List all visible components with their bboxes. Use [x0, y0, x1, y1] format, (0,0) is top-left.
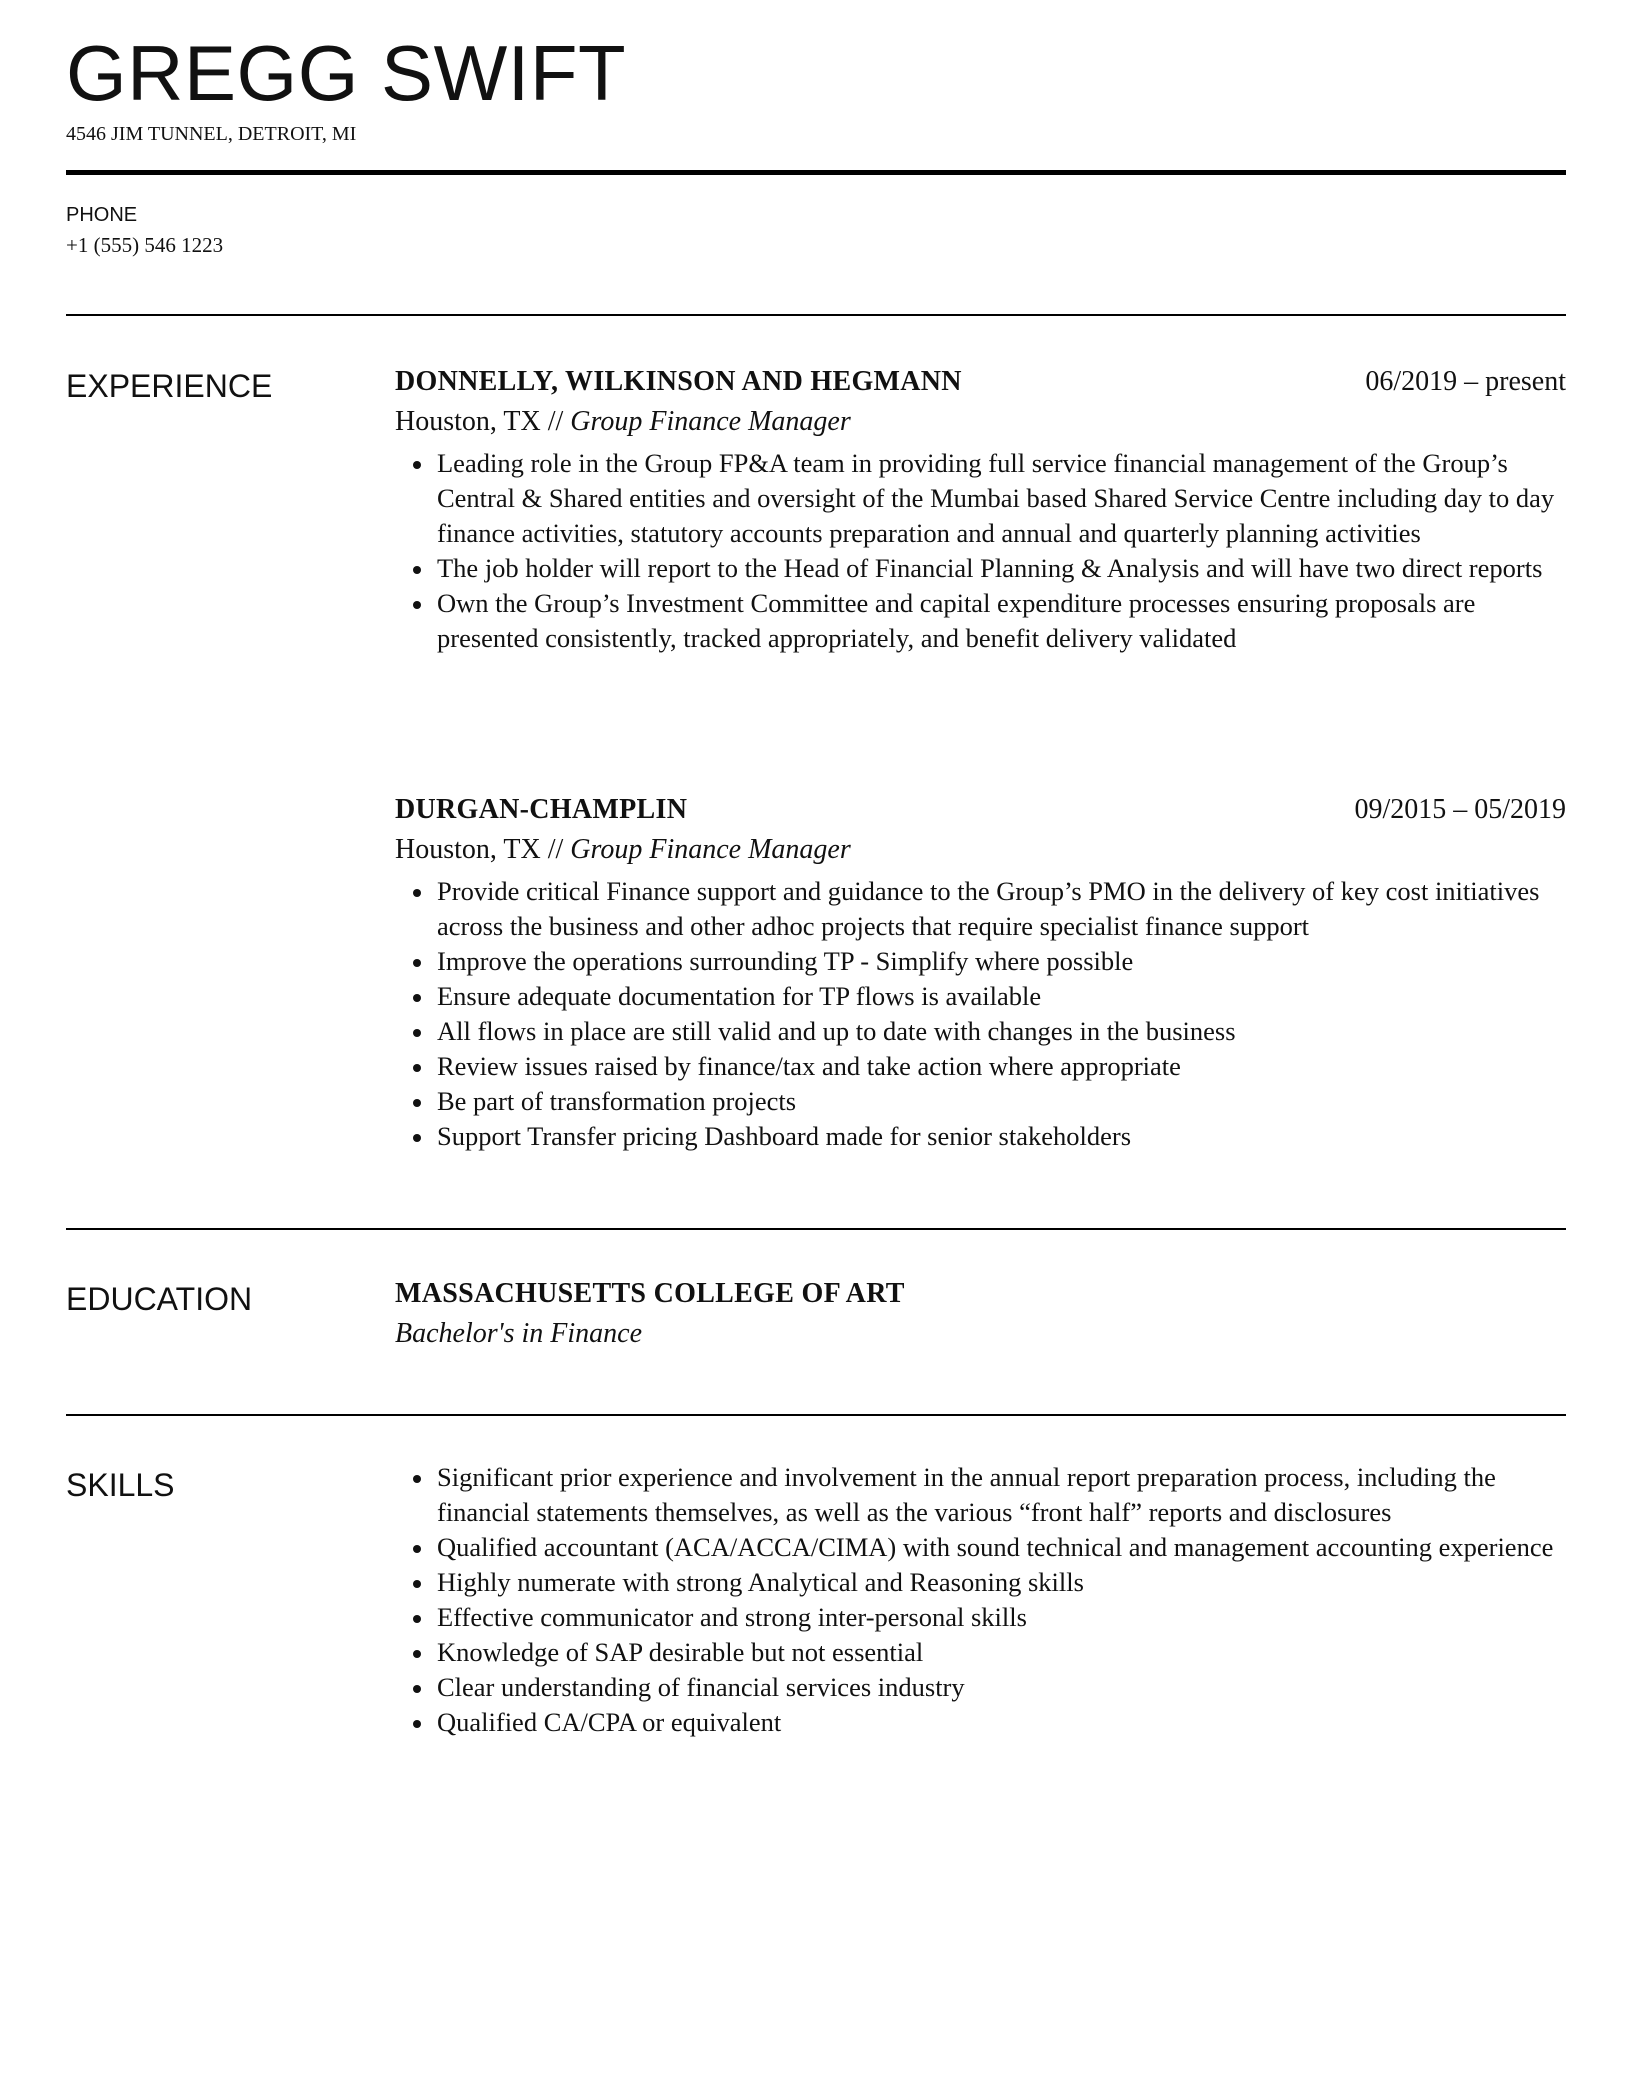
bullet-icon — [413, 461, 421, 469]
bullet-icon — [413, 1064, 421, 1072]
list-item: Significant prior experience and involvement in the annual report preparation process, including the financial statements themselves, as well as the various “front half” reports and disclosures — [437, 1460, 1566, 1530]
job-location: Houston, TX — [395, 406, 541, 437]
phone-label: PHONE — [66, 204, 138, 226]
experience-heading: EXPERIENCE — [66, 368, 273, 404]
job-dates: 06/2019 – present — [1365, 366, 1566, 397]
list-item: Effective communicator and strong inter-personal skills — [437, 1600, 1566, 1635]
bullet-icon — [413, 1475, 421, 1483]
section-divider — [66, 314, 1566, 316]
list-item: Ensure adequate documentation for TP flows is available — [437, 979, 1566, 1014]
bullet-icon — [413, 566, 421, 574]
bullet-icon — [413, 1029, 421, 1037]
job-separator: // — [540, 406, 571, 437]
employer-name: DONNELLY, WILKINSON AND HEGMANN — [395, 366, 962, 397]
skills-heading: SKILLS — [66, 1467, 175, 1503]
bullet-icon — [413, 994, 421, 1002]
bullet-icon — [413, 1615, 421, 1623]
bullet-icon — [413, 1134, 421, 1142]
job-separator: // — [540, 834, 571, 865]
bullet-icon — [413, 1720, 421, 1728]
job-entry — [395, 362, 1566, 656]
bullet-icon — [413, 959, 421, 967]
bullet-icon — [413, 1650, 421, 1658]
list-item: Review issues raised by finance/tax and take action where appropriate — [437, 1049, 1566, 1084]
list-item: All flows in place are still valid and up to date with changes in the business — [437, 1014, 1566, 1049]
job-entry — [395, 790, 1566, 1154]
skills-content — [395, 1460, 1566, 1740]
job-header — [395, 790, 1566, 830]
job-duties — [395, 874, 1566, 1154]
section-divider — [66, 1228, 1566, 1230]
bullet-icon — [413, 1685, 421, 1693]
list-item: Qualified CA/CPA or equivalent — [437, 1705, 1566, 1740]
header-divider — [66, 170, 1566, 175]
candidate-name: GREGG SWIFT — [66, 29, 627, 117]
education-content — [395, 1274, 1566, 1354]
employer-name: DURGAN-CHAMPLIN — [395, 794, 688, 825]
section-divider — [66, 1414, 1566, 1416]
job-title: Group Finance Manager — [570, 406, 851, 437]
phone-number: +1 (555) 546 1223 — [66, 233, 224, 257]
list-item: Knowledge of SAP desirable but not essential — [437, 1635, 1566, 1670]
list-item: Clear understanding of financial services industry — [437, 1670, 1566, 1705]
job-title: Group Finance Manager — [570, 834, 851, 865]
bullet-icon — [413, 1545, 421, 1553]
bullet-icon — [413, 1099, 421, 1107]
list-item: Highly numerate with strong Analytical and Reasoning skills — [437, 1565, 1566, 1600]
bullet-icon — [413, 889, 421, 897]
list-item: Own the Group’s Investment Committee and capital expenditure processes ensuring proposals are presented consistently, tracked appropriately, and benefit delivery validated — [437, 586, 1566, 656]
list-item: Support Transfer pricing Dashboard made for senior stakeholders — [437, 1119, 1566, 1154]
job-duties — [395, 446, 1566, 656]
school-name: MASSACHUSETTS COLLEGE OF ART — [395, 1278, 905, 1309]
degree: Bachelor's in Finance — [395, 1318, 643, 1349]
job-dates: 09/2015 – 05/2019 — [1354, 794, 1566, 825]
education-heading: EDUCATION — [66, 1281, 253, 1317]
list-item: Leading role in the Group FP&A team in providing full service financial management of the Group’s Central & Shared entities and oversight of the Mumbai based Shared Service Centre including day to day finance activities, statutory accounts preparation and annual and quarterly planning activities — [437, 446, 1566, 551]
list-item: The job holder will report to the Head of Financial Planning & Analysis and will have two direct reports — [437, 551, 1566, 586]
bullet-icon — [413, 601, 421, 609]
skills-list — [395, 1460, 1566, 1740]
experience-content-2 — [395, 790, 1566, 1154]
address: 4546 JIM TUNNEL, DETROIT, MI — [66, 123, 357, 145]
job-location: Houston, TX — [395, 834, 541, 865]
experience-content — [395, 362, 1566, 656]
bullet-icon — [413, 1580, 421, 1588]
list-item: Improve the operations surrounding TP - Simplify where possible — [437, 944, 1566, 979]
job-header — [395, 362, 1566, 402]
job-subtitle — [395, 402, 1566, 442]
list-item: Qualified accountant (ACA/ACCA/CIMA) with sound technical and management accounting experience — [437, 1530, 1566, 1565]
list-item: Be part of transformation projects — [437, 1084, 1566, 1119]
list-item: Provide critical Finance support and guidance to the Group’s PMO in the delivery of key cost initiatives across the business and other adhoc projects that require specialist finance support — [437, 874, 1566, 944]
job-subtitle — [395, 830, 1566, 870]
